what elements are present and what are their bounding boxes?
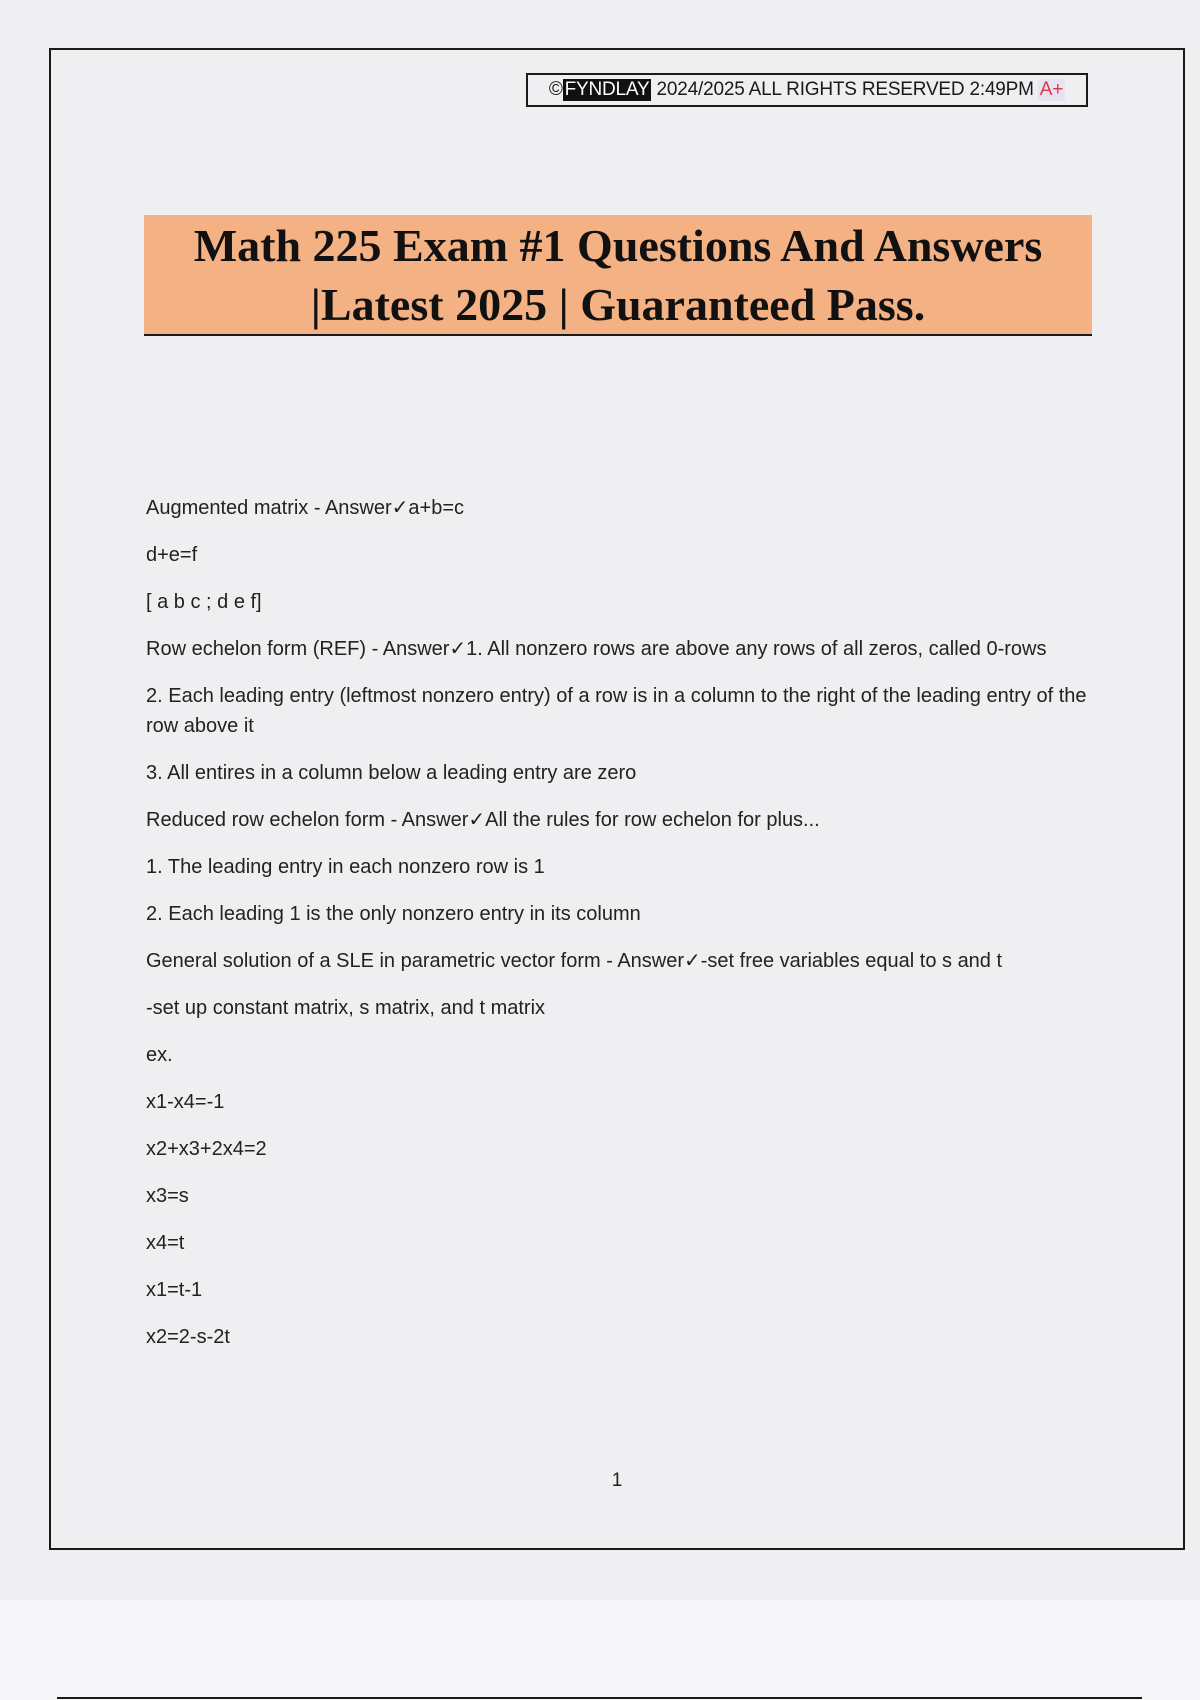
document-title: [194, 216, 1043, 334]
body-line: 1. The leading entry in each nonzero row is 1: [146, 856, 545, 878]
title-line-2: |Latest 2025 | Guaranteed Pass.: [310, 278, 926, 330]
copyright-symbol: ©: [548, 79, 563, 100]
body-line: x2+x3+2x4=2: [146, 1138, 267, 1160]
document-page: [49, 48, 1185, 1550]
body-line: x3=s: [146, 1185, 189, 1207]
body-line: Reduced row echelon form - Answer✓All the rules for row echelon for plus...: [146, 809, 820, 831]
document-body: [146, 493, 1091, 1369]
divider: [57, 1697, 1142, 1699]
body-line: x1-x4=-1: [146, 1091, 225, 1113]
body-line: General solution of a SLE in parametric vector form - Answer✓-set free variables equal to s and t: [146, 950, 1003, 972]
body-line: 2. Each leading entry (leftmost nonzero entry) of a row is in a column to the right of the leading entry of the row above it: [146, 685, 1087, 737]
body-line: d+e=f: [146, 544, 198, 566]
rights-text: 2024/2025 ALL RIGHTS RESERVED 2:49PM: [651, 79, 1034, 100]
body-line: x4=t: [146, 1232, 185, 1254]
body-line: x2=2-s-2t: [146, 1326, 230, 1348]
next-page-area: [0, 1600, 1200, 1700]
body-line: Augmented matrix - Answer✓a+b=c: [146, 497, 465, 519]
body-line: Row echelon form (REF) - Answer✓1. All nonzero rows are above any rows of all zeros, called 0-rows: [146, 638, 1047, 660]
body-line: [ a b c ; d e f]: [146, 591, 262, 613]
body-line: -set up constant matrix, s matrix, and t matrix: [146, 997, 546, 1019]
copyright-header: [526, 73, 1088, 107]
title-banner: [144, 215, 1092, 336]
body-line: ex.: [146, 1044, 173, 1066]
page-number: 1: [611, 1470, 623, 1491]
body-line: 3. All entires in a column below a leading entry are zero: [146, 762, 637, 784]
brand-name: FYNDLAY: [564, 79, 650, 100]
grade-badge: A+: [1039, 79, 1064, 100]
body-line: 2. Each leading 1 is the only nonzero entry in its column: [146, 903, 641, 925]
body-line: x1=t-1: [146, 1279, 203, 1301]
title-line-1: Math 225 Exam #1 Questions And Answers: [193, 219, 1043, 271]
